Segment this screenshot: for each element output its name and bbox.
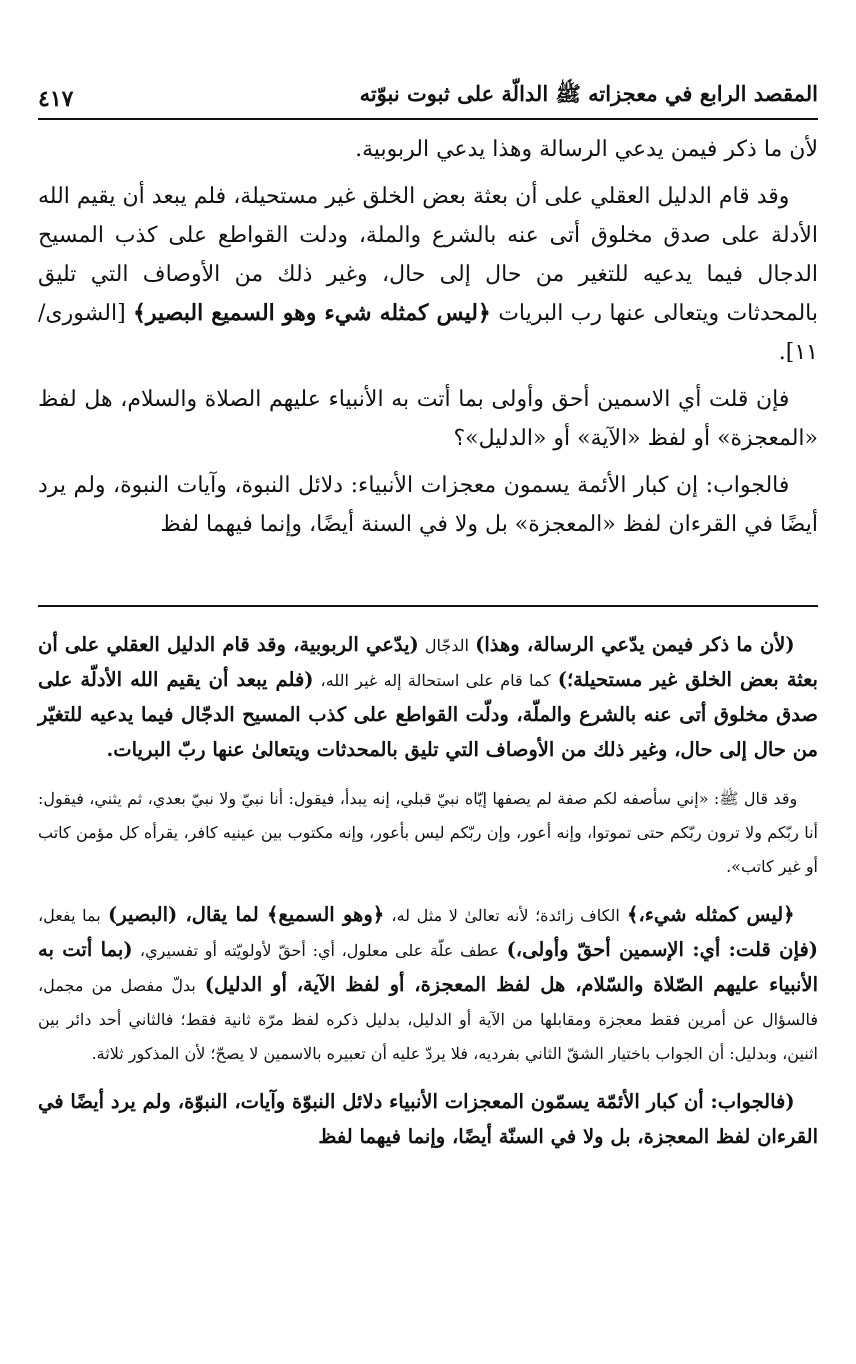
- sharh-p3-f: عطف علّة على معلول، أي: أحقّ لأولويّته أو تفسيري،: [139, 941, 500, 960]
- sharh-p3-d: بما يفعل،: [38, 906, 101, 925]
- sharh-p3-a: ﴿ليس كمثله شيء،﴾: [627, 903, 795, 926]
- matn-paragraph-1: لأن ما ذكر فيمن يدعي الرسالة وهذا يدعي الربوبية.: [355, 137, 818, 162]
- separator-line: [38, 605, 818, 607]
- sharh-p3-g: (بما أتت به الأنبياء عليهم الصّلاة والسّلام، هل لفظ المعجزة، أو لفظ الآية، أو الدليل): [38, 938, 818, 996]
- matn-paragraph-3: فإن قلت أي الاسمين أحق وأولى بما أتت به الأنبياء عليهم الصلاة والسلام، هل لفظ «المعجزة» أو لفظ «الآية» أو «الدليل»؟: [38, 387, 818, 451]
- main-text: [38, 130, 818, 552]
- sharh-p3-e: (فإن قلت: أي: الإسمين أحقّ وأولى،): [506, 938, 818, 961]
- header-title: المقصد الرابع في معجزاته ﷺ الدالّة على ثبوت نبوّته: [359, 81, 818, 106]
- sharh-paragraph-4: [38, 1085, 818, 1155]
- sharh-p1-a: (لأن ما ذكر فيمن يدّعي الرسالة، وهذا): [475, 633, 795, 656]
- quran-verse: ﴿ليس كمثله شيء وهو السميع البصير﴾: [133, 300, 491, 326]
- sharh-p3-h: بدلّ مفصل من مجمل، فالسؤال عن أمرين فقط معجزة ومقابلها من الآية أو الدليل، بدليل ذكره لفظ مرّة ثانية فقط؛ فالثاني أحد دائر بين اثنين، وبدليل: أن الجواب باختيار الشقّ الثاني بفرديه، فلا يردّ عليه أن تعبيره بالاسمين لا يصحّ؛ لأن المذكور ثلاثة.: [38, 976, 818, 1063]
- sharh-p1-d: كما قام على استحالة إله غير الله،: [320, 671, 551, 690]
- sharh-p1-e: (فلم يبعد أن يقيم الله الأدلّة على صدق مخلوق أتى عنه بالشرع والملّة، ودلّت القواطع على كذب المسيح الدجّال فيما يدعيه للتغيّر من حال إلى حال، وغير ذلك من الأوصاف التي تليق بالمحدثات ويتعالىٰ عنها ربّ البريات.: [38, 668, 818, 761]
- verse-reference: [الشورى/١١].: [38, 301, 818, 365]
- matn-paragraph-2: [38, 177, 818, 372]
- page-number: ٤١٧: [38, 86, 74, 112]
- sharh-p4: (فالجواب: أن كبار الأئمّة يسمّون المعجزات الأنبياء دلائل النبوّة وآيات، النبوّة، ولم يرد أيضًا في القرءان لفظ المعجزة، بل ولا في السنّة أيضًا، وإنما فيهما لفظ: [38, 1090, 818, 1148]
- sharh-paragraph-3: [38, 898, 818, 1071]
- sharh-p1-b: الدجّال: [424, 636, 469, 655]
- running-header: [38, 68, 818, 120]
- sharh-p1-c: (يدّعي الربوبية، وقد قام الدليل العقلي على أن بعثة بعض الخلق غير مستحيلة؛): [38, 633, 818, 691]
- sharh-p3-c: ﴿وهو السميع﴾ لما يقال، (البصير): [107, 903, 385, 926]
- matn-paragraph-2-text: وقد قام الدليل العقلي على أن بعثة بعض الخلق غير مستحيلة، فلم يبعد أن يقيم الله الأدلة على صدق مخلوق أتى عنه بالشرع والملة، ودلت القواطع على كذب المسيح الدجال فيما يدعيه للتغير من حال إلى حال، وغير ذلك من الأوصاف التي تليق بالمحدثات ويتعالى عنها رب البريات: [38, 184, 819, 326]
- matn-paragraph-4: فالجواب: إن كبار الأئمة يسمون معجزات الأنبياء: دلائل النبوة، وآيات النبوة، ولم يرد أيضًا في القرءان لفظ «المعجزة» بل ولا في السنة أيضًا، وإنما فيهما لفظ: [38, 473, 818, 537]
- sharh-p3-b: الكاف زائدة؛ لأنه تعالىٰ لا مثل له،: [391, 906, 620, 925]
- sharh-paragraph-1: [38, 628, 818, 768]
- commentary: [38, 628, 818, 1169]
- sharh-paragraph-2: وقد قال ﷺ: «إني سأصفه لكم صفة لم يصفها إيّاه نبيّ قبلي، إنه يبدأ، فيقول: أنا نبيّ ولا نبيّ بعدي، ثم يثني، فيقول: أنا ربّكم ولا ترون ربّكم حتى تموتوا، وإنه أعور، وإن ربّكم ليس بأعور، وإنه مكتوب بين عينيه كافر، يقرأه كل مؤمن كاتب أو غير كاتب».: [38, 789, 818, 876]
